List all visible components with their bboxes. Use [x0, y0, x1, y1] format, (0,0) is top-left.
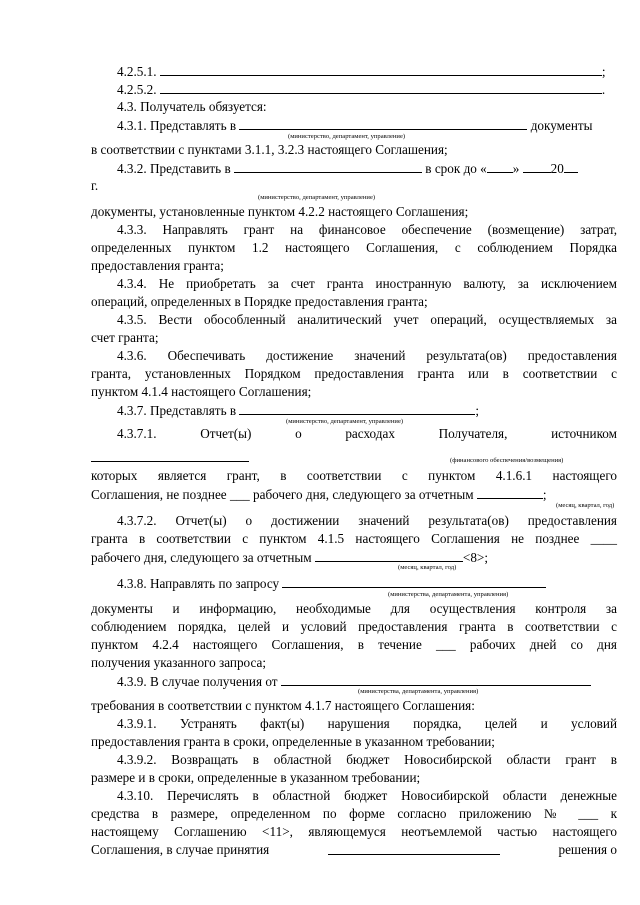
clause-4-3-9-cont: требования в соответствии с пунктом 4.1.7 настоящего Соглашения:: [91, 698, 475, 713]
clause-4-3-3-cont: предоставления гранта;: [91, 258, 224, 273]
clause-4-3-10-cont: настоящему Соглашению <11>, являющемуся неотъемлемой частью настоящего: [91, 824, 617, 839]
caption-ministry: (министерство, департамент, управление): [288, 133, 406, 140]
clause-4-3-6-cont: гранта, установленных Порядком предоставления гранта или в соответствии с: [91, 366, 617, 381]
clause-4-3-10-cont: средства в размере, определенном по форме согласно приложению № ___ к: [91, 806, 617, 821]
clause-4-3-7-2-cont: гранта в соответствии с пунктом 4.1.5 настоящего Соглашения не позднее ____: [91, 531, 617, 546]
clause-4-3-10-cont: Соглашения, в случае принятия решения о: [91, 842, 617, 857]
clause-4-3-9-2-cont: размере и в сроки, определенные в указанном требовании;: [91, 770, 421, 785]
clause-4-3-9-2: 4.3.9.2. Возвращать в областной бюджет Новосибирской области грант в: [117, 752, 617, 767]
clause-4-3-7-2-cont: рабочего дня, следующего за отчетным <8>;: [91, 550, 489, 565]
caption-ministry: (министерства, департамента, управления): [388, 591, 509, 598]
clause-4-3-8-cont: документы и информацию, необходимые для осуществления контроля за: [91, 601, 617, 616]
clause-4-2-5-1: 4.2.5.1. ;: [117, 64, 606, 79]
clause-4-2-5-2: 4.2.5.2. .: [117, 82, 606, 97]
clause-4-3-7-1-cont: которых является грант, в соответствии с пунктом 4.1.6.1 настоящего: [91, 468, 617, 483]
clause-4-3-2: 4.3.2. Представить в в срок до « » 20: [117, 159, 617, 178]
clause-4-3-10: 4.3.10. Перечислять в областной бюджет Новосибирской области денежные: [117, 788, 617, 803]
clause-4-3-7-2: 4.3.7.2. Отчет(ы) о достижении значений результата(ов) предоставления: [117, 513, 617, 528]
clause-4-3-8-cont: получения указанного запроса;: [91, 655, 267, 670]
clause-4-3-1: 4.3.1. Представлять в документы: [117, 118, 593, 133]
clause-4-3-6-cont: пунктом 4.1.4 настоящего Соглашения;: [91, 384, 312, 399]
clause-4-3-2-cont: документы, установленные пунктом 4.2.2 настоящего Соглашения;: [91, 204, 469, 219]
clause-4-3-heading: 4.3. Получатель обязуется:: [117, 99, 267, 114]
clause-4-3-8-cont: пунктом 4.2.4 настоящего Соглашения, в течение ___ рабочих дней со дня: [91, 637, 617, 652]
clause-4-3-9-1-cont: предоставления гранта в сроки, определенные в указанном требовании;: [91, 734, 495, 749]
clause-4-3-3-cont: определенных пунктом 1.2 настоящего Соглашения, с соблюдением Порядка: [91, 240, 617, 255]
clause-4-3-5-cont: счет гранта;: [91, 330, 159, 345]
clause-4-3-2-year-suffix: г.: [91, 178, 99, 193]
clause-4-3-5: 4.3.5. Вести обособленный аналитический учет операций, осуществляемых за: [117, 312, 617, 327]
caption-period: (месяц, квартал, год): [398, 564, 457, 571]
clause-4-3-4-cont: операций, определенных в Порядке предоставления гранта;: [91, 294, 428, 309]
clause-4-3-1-cont: в соответствии с пунктами 3.1.1, 3.2.3 настоящего Соглашения;: [91, 142, 448, 157]
blank-funding-source: [91, 448, 249, 467]
caption-period: (месяц, квартал, год): [556, 502, 615, 509]
clause-4-3-7: 4.3.7. Представлять в ;: [117, 403, 480, 418]
caption-funding-source: (финансового обеспечения/возмещения): [450, 457, 564, 464]
clause-4-3-9-1: 4.3.9.1. Устранять факт(ы) нарушения порядка, целей и условий: [117, 716, 617, 731]
clause-4-3-3: 4.3.3. Направлять грант на финансовое обеспечение (возмещение) затрат,: [117, 222, 617, 237]
caption-ministry: (министерство, департамент, управление): [258, 194, 376, 201]
caption-ministry: (министерство, департамент, управление): [286, 418, 404, 425]
clause-4-3-9: 4.3.9. В случае получения от: [117, 672, 617, 691]
clause-4-3-8: 4.3.8. Направлять по запросу: [117, 574, 617, 593]
caption-ministry: (министерства, департамента, управления): [358, 688, 479, 695]
clause-4-3-6: 4.3.6. Обеспечивать достижение значений результата(ов) предоставления: [117, 348, 617, 363]
clause-4-3-4: 4.3.4. Не приобретать за счет гранта иностранную валюту, за исключением: [117, 276, 617, 291]
clause-4-3-8-cont: соблюдением порядка, целей и условий предоставления гранта в соответствии с: [91, 619, 617, 634]
clause-4-3-7-1-cont: Соглашения, не позднее ___ рабочего дня, следующего за отчетным ;: [91, 487, 547, 502]
clause-4-3-7-1: 4.3.7.1. Отчет(ы) о расходах Получателя, источником: [117, 426, 617, 441]
